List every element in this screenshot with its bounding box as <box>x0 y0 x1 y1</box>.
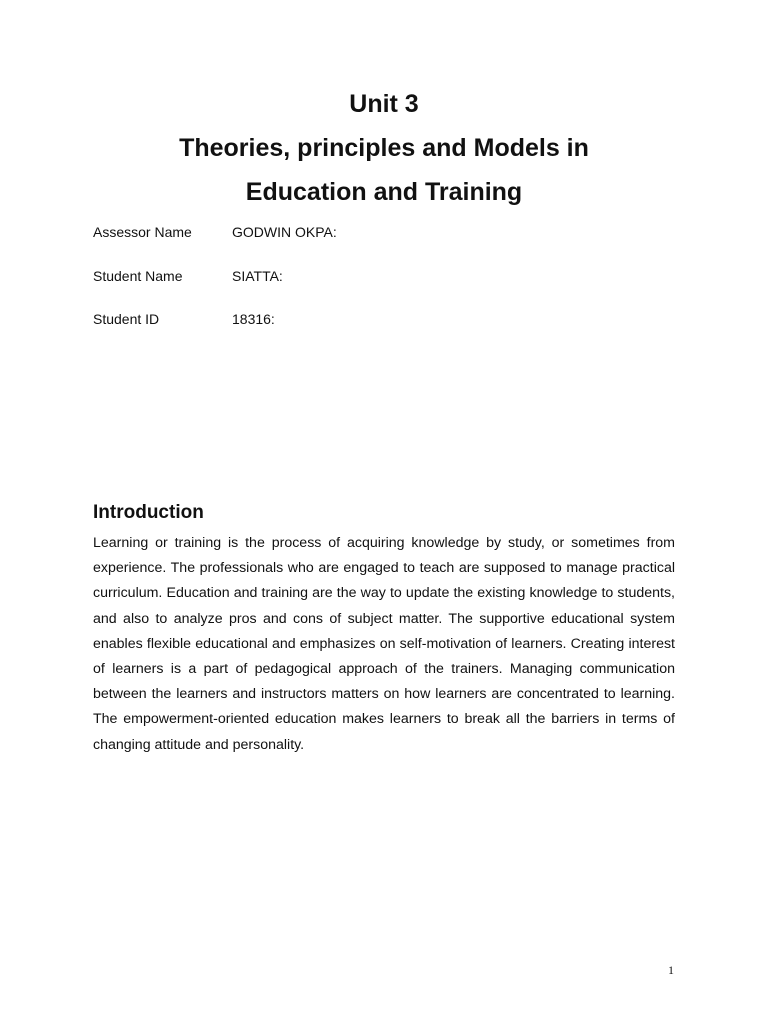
page-number: 1 <box>668 963 674 977</box>
student-id-row <box>93 309 653 353</box>
student-details <box>93 222 653 353</box>
student-name-row <box>93 266 653 310</box>
title-line-3: Education and Training <box>245 178 523 206</box>
student-id-value: 18316: <box>232 311 275 327</box>
introduction-paragraph: Learning or training is the process of acquiring knowledge by study, or sometimes from experience. The professionals who are engaged to teach are supposed to manage practical curriculum. Education and training are the way to update the existing knowledge to students, and also to analyze pros and cons of subject matter. The supportive educational system enables flexible educational and emphasizes on self-motivation of learners. Creating interest of learners is a part of pedagogical approach of the trainers. Managing communication between the learners and instructors matters on how learners are concentrated to learning. The empowerment-oriented education makes learners to break all the barriers in terms of changing attitude and personality. <box>93 535 675 753</box>
document-title <box>0 82 768 214</box>
assessor-label: Assessor Name <box>93 224 192 240</box>
introduction-heading: Introduction <box>93 502 204 523</box>
student-name-value: SIATTA: <box>232 267 283 284</box>
title-unit: Unit 3 <box>349 90 419 118</box>
assessor-row <box>93 222 653 266</box>
assessor-value: GODWIN OKPA: <box>232 224 337 240</box>
student-id-label: Student ID <box>93 311 160 327</box>
title-line-2: Theories, principles and Models in <box>179 134 589 162</box>
student-name-label: Student Name <box>93 267 183 284</box>
